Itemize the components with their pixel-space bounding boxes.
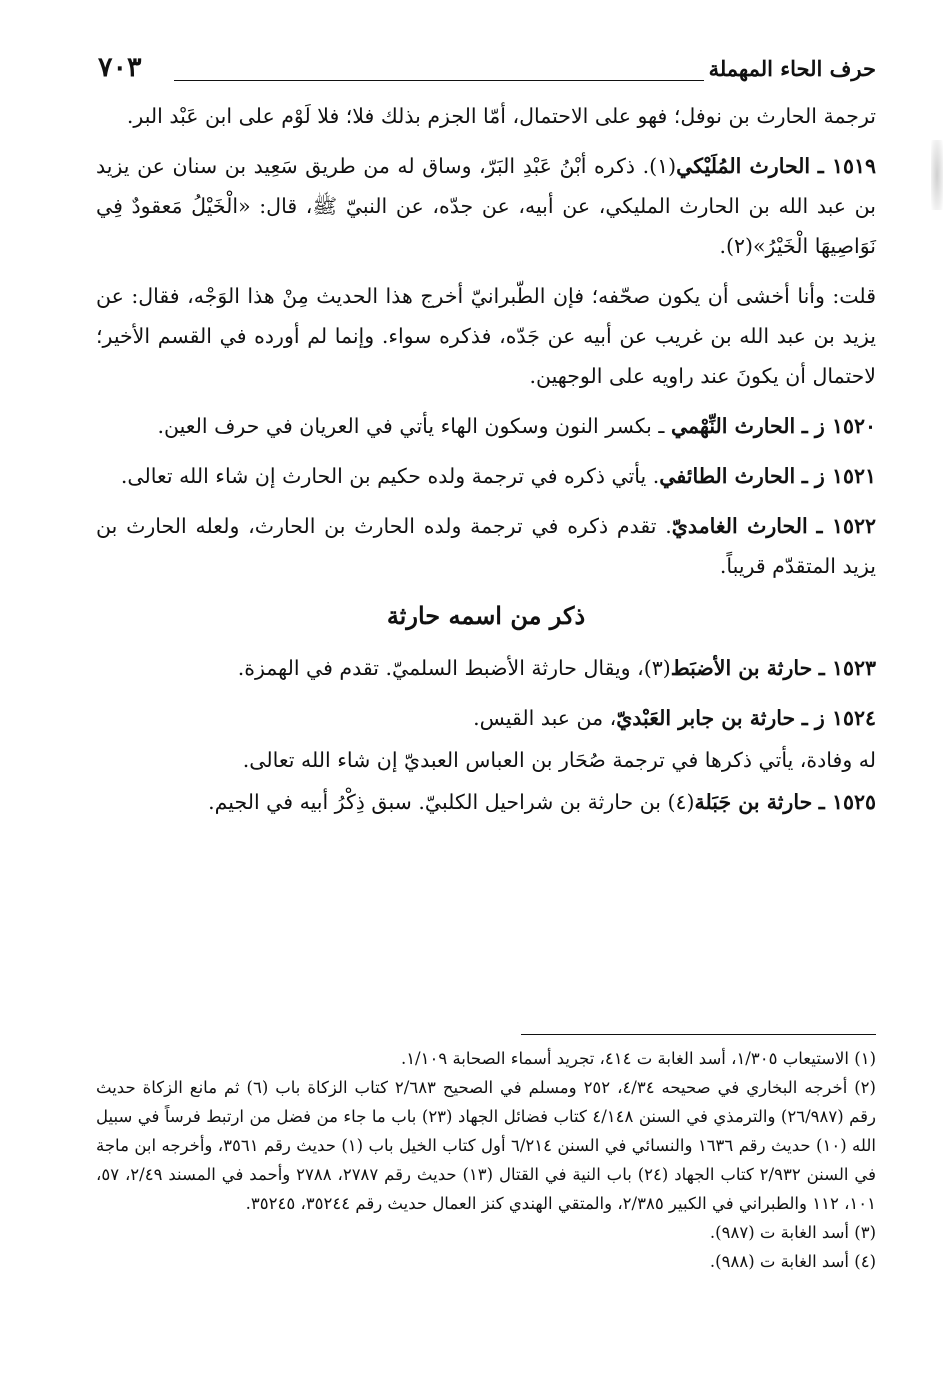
entry-number: ١٥٢١ ز ـ (801, 464, 876, 488)
entry-1523 (96, 648, 876, 688)
entry-1520 (96, 406, 876, 446)
paragraph-text: له وفادة، يأتي ذكرها في ترجمة صُحَار بن العباس العبديّ إن شاء الله تعالى. (242, 748, 876, 772)
entry-text: ، من عبد القيس. (473, 706, 617, 730)
entry-number: ١٥٢٥ ـ (818, 790, 876, 814)
chapter-title: حرف الحاء المهملة (708, 56, 876, 81)
entry-text: (٣)، ويقال حارثة الأضبط السلميّ. تقدم في الهمزة. (237, 656, 671, 680)
entry-number: ١٥٢٤ ز ـ (801, 706, 876, 730)
paragraph-text: ترجمة الحارث بن نوفل؛ فهو على الاحتمال، أمّا الجزم بذلك فلا؛ فلا لَوْم على ابن عَبْد البر. (126, 104, 876, 128)
scan-edge-mark (931, 140, 943, 210)
entry-number: ١٥٢٢ ـ (816, 514, 876, 538)
entry-1524 (96, 698, 876, 738)
entry-number: ١٥٢٠ ز ـ (801, 414, 876, 438)
footnote-3: (٣) أسد الغابة ت (٩٨٧). (709, 1223, 876, 1242)
section-heading: ذكر من اسمه حارثة (386, 601, 586, 630)
entry-name: الحارث الطائفي (659, 464, 796, 488)
entry-1519 (96, 146, 876, 266)
book-page (96, 52, 876, 1352)
entry-name: الحارث الغامديّ (671, 514, 808, 538)
entry-1522 (96, 506, 876, 586)
entry-name: الحارث المُلَيْكي (676, 154, 811, 178)
header-rule (174, 80, 704, 81)
entry-number: ١٥١٩ ـ (817, 154, 876, 178)
footnote-1: (١) الاستيعاب ١/٣٠٥، أسد الغابة ت ٤١٤، تجريد أسماء الصحابة ١/١٠٩. (400, 1049, 876, 1068)
comment-paragraph (96, 276, 876, 396)
paragraph-text: قلت: وأنا أخشى أن يكون صحّفه؛ فإن الطّبرانيّ أخرج هذا الحديث مِنْ هذا الوَجْه، فقال: عن يزيد بن عبد الله بن غريب عن أبيه عن جَدّه، فذكره سواء. وإنما لم أورده في القسم الأخير؛ لاحتمال أن يكونَ عند راويه على الوجهين. (96, 284, 876, 388)
footnotes (96, 1044, 876, 1276)
entry-text: (١). ذكره أبْنُ عَبْدِ البَرّ، وساق له من طريق سَعِيد بن سنان عن يزيد بن عبد الله بن الحارث المليكي، عن أبيه، عن جدّه، عن النبيّ ﷺ، قال: «الْخَيْلُ مَعقودٌ فِي نَوَاصِيهَا الْخَيْرُ»(٢). (96, 154, 876, 258)
footnote-rule (521, 1034, 876, 1035)
entry-text: . يأتي ذكره في ترجمة ولده حكيم بن الحارث إن شاء الله تعالى. (120, 464, 660, 488)
entry-1524-continuation (96, 740, 876, 780)
main-text (96, 96, 876, 822)
entry-name: حارثة بن جَبَلة (694, 790, 813, 814)
entry-text: ـ بكسر النون وسكون الهاء يأتي في العريان في حرف العين. (157, 414, 665, 438)
paragraph-continuation (96, 96, 876, 136)
entry-text: (٤) بن حارثة بن شراحيل الكلبيّ. سبق ذِكْرُ أبيه في الجيم. (208, 790, 695, 814)
entry-name: حارثة بن الأضبَط (670, 656, 813, 680)
entry-1525 (96, 782, 876, 822)
entry-text: . تقدم ذكره في ترجمة ولده الحارث بن الحارث، ولعله الحارث بن يزيد المتقدّم قريباً. (96, 514, 876, 578)
entry-name: حارثة بن جابر العَبْديّ (616, 706, 796, 730)
entry-name: الحارث النِّهْمي (670, 414, 796, 438)
running-header (96, 52, 876, 96)
footnote-2: (٢) أخرجه البخاري في صحيحه ٤/٣٤، ٢٥٢ ومسلم في الصحيح ٢/٦٨٣ كتاب الزكاة باب (٦) ثم مانع الزكاة حديث رقم (٢٦/٩٨٧) والترمذي في السنن ٤/١٤٨ كتاب فضائل الجهاد (٢٣) باب ما جاء من فضل من ارتبط فرساً في سبيل الله (١٠) حديث رقم ١٦٣٦ والنسائي في السنن ٦/٢١٤ أول كتاب الخيل باب (١) حديث رقم ٣٥٦١، وأخرجه ابن ماجة في السنن ٢/٩٣٢ كتاب الجهاد (٢٤) باب النية في القتال (١٣) حديث رقم ٢٧٨٧، ٢٧٨٨ وأحمد في المسند ٢/٤٩، ٥٧، ١٠١، ١١٢ والطبراني في الكبير ٢/٣٨٥، والمتقي الهندي كنز العمال حديث رقم ٣٥٢٤٤، ٣٥٢٤٥. (96, 1078, 876, 1213)
entry-number: ١٥٢٣ ـ (818, 656, 876, 680)
entry-1521 (96, 456, 876, 496)
footnote-4: (٤) أسد الغابة ت (٩٨٨). (709, 1252, 876, 1271)
page-number: ٧٠٣ (98, 52, 142, 83)
